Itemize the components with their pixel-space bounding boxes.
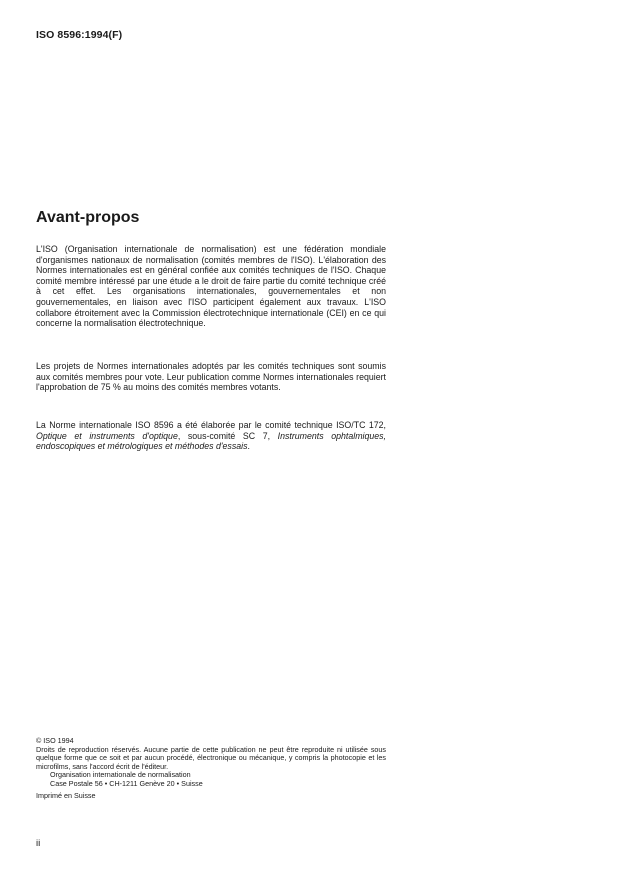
subcommittee-name: Instruments ophtalmiques, endoscopiques et métrologiques et méthodes d'essais [36,430,386,452]
copyright-block [36,737,386,800]
copyright-rights: Droits de reproduction réservés. Aucune partie de cette publication ne peut être reproduite ni utilisée sous quelque forme que ce soit et par aucun procédé, électronique ou mécanique, y compris la photocopie et les microfilms, sans l'accord écrit de l'éditeur. [36,744,386,771]
organization-name: Organisation internationale de normalisation [50,770,191,780]
committee-text-1: La Norme internationale ISO 8596 a été élaborée par le comité technique ISO/TC 172, [36,420,386,430]
committee-name: Optique et instruments d'optique [36,430,178,441]
committee-text-3: . [247,441,250,452]
paragraph-iso-description: L'ISO (Organisation internationale de normalisation) est une fédération mondiale d'organismes nationaux de normalisation (comités membres de l'ISO). L'élaboration des Normes internationales est en général confiée aux comités techniques de l'ISO. Chaque comité membre intéressé par une étude a le droit de faire partie du comité technique créé à cet effet. Les organisations internationales, gouvernementales et non gouvernementales, en liaison avec l'ISO participent également aux travaux. L'ISO collabore étroitement avec la Commission électrotechnique internationale (CEI) en ce qui concerne la normalisation électrotechnique. [36,244,386,329]
copyright-notice: © ISO 1994 [36,736,74,745]
section-title: Avant-propos [36,209,140,226]
printed-in: Imprimé en Suisse [36,790,96,800]
page-number: ii [36,838,41,849]
paragraph-voting: Les projets de Normes internationales adoptés par les comités techniques sont soumis aux comités membres pour vote. Leur publication comme Normes internationales requiert l'approbation de 75 % au moins des comités membres votants. [36,361,386,393]
organization-address: Case Postale 56 • CH-1211 Genève 20 • Suisse [50,778,203,788]
committee-text-2: , sous-comité SC 7, [177,430,278,441]
paragraph-committee [36,420,386,452]
document-id: ISO 8596:1994(F) [36,29,123,41]
